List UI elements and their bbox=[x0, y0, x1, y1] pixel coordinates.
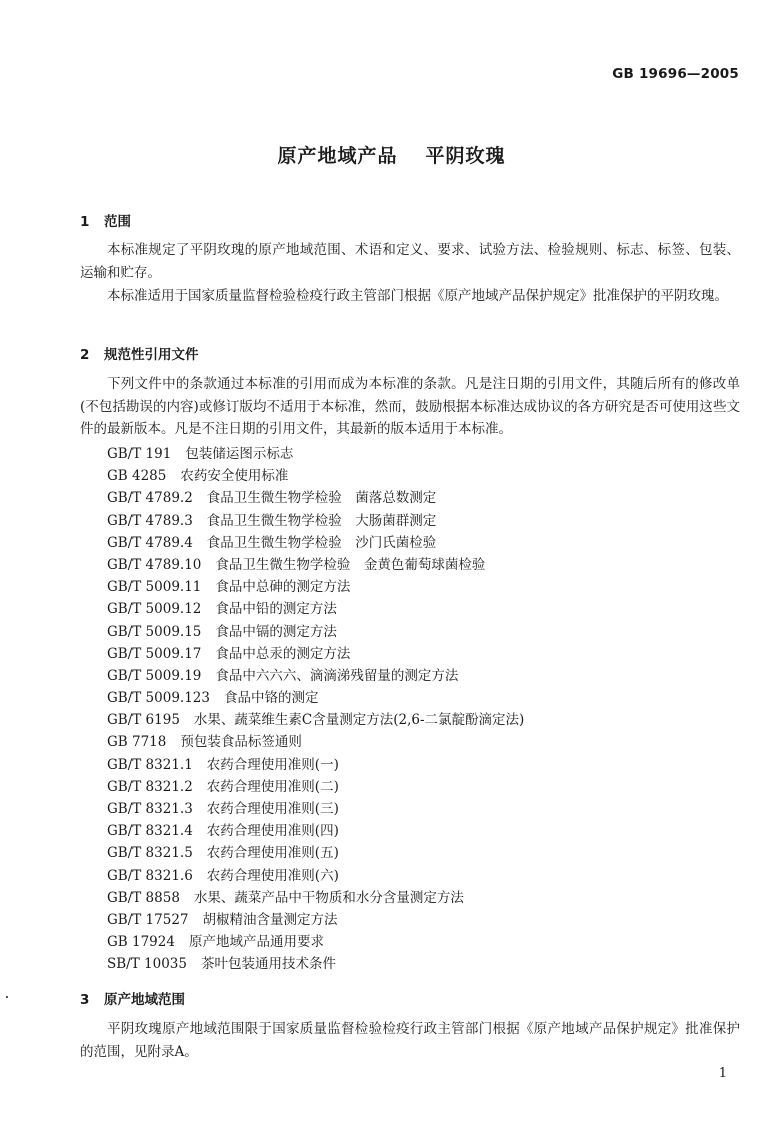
reference-title: 农药合理使用准则(一) bbox=[206, 756, 339, 773]
reference-title: 食品卫生微生物学检验 沙门氏菌检验 bbox=[206, 534, 437, 551]
reference-code: GB/T 5009.19 bbox=[107, 667, 202, 684]
document-title bbox=[0, 141, 783, 168]
reference-item bbox=[107, 820, 747, 842]
reference-title: 食品卫生微生物学检验 大肠菌群测定 bbox=[206, 512, 437, 529]
reference-title: 食品中镉的测定方法 bbox=[215, 623, 337, 640]
reference-title: 茶叶包装通用技术条件 bbox=[200, 956, 336, 973]
reference-code: GB/T 4789.3 bbox=[107, 512, 193, 529]
reference-item bbox=[107, 443, 747, 465]
standard-code: GB 19696—2005 bbox=[612, 66, 739, 82]
reference-code: GB 7718 bbox=[107, 734, 167, 751]
reference-code: SB/T 10035 bbox=[107, 956, 187, 973]
reference-item bbox=[107, 576, 747, 598]
reference-item bbox=[107, 621, 747, 643]
section-number: 1 bbox=[80, 214, 90, 230]
page-number: 1 bbox=[718, 1066, 727, 1081]
reference-code: GB 17924 bbox=[107, 934, 175, 951]
reference-item bbox=[107, 953, 747, 975]
section-title: 范围 bbox=[104, 214, 131, 230]
reference-item bbox=[107, 643, 747, 665]
section-3-paragraph-1: 平阴玫瑰原产地域范围限于国家质量监督检验检疫行政主管部门根据《原产地域产品保护规定》批准保护的范围，见附录A。 bbox=[80, 1021, 740, 1060]
reference-title: 食品中总汞的测定方法 bbox=[215, 645, 351, 662]
reference-item bbox=[107, 487, 747, 509]
reference-item bbox=[107, 931, 747, 953]
reference-title: 食品卫生微生物学检验 菌落总数测定 bbox=[206, 490, 437, 507]
reference-item bbox=[107, 598, 747, 620]
section-1-heading bbox=[80, 210, 131, 230]
normative-references-list bbox=[107, 443, 747, 976]
reference-title: 食品中六六六、滴滴涕残留量的测定方法 bbox=[215, 667, 459, 684]
reference-item bbox=[107, 554, 747, 576]
reference-code: GB/T 4789.10 bbox=[107, 556, 202, 573]
reference-code: GB/T 5009.123 bbox=[107, 690, 210, 707]
reference-item bbox=[107, 842, 747, 864]
reference-item bbox=[107, 909, 747, 931]
section-2-paragraph-1: 下列文件中的条款通过本标准的引用而成为本标准的条款。凡是注日期的引用文件，其随后所有的修改单(不包括勘误的内容)或修订版均不适用于本标准，然而，鼓励根据本标准达成协议的各方研究是否可使用这些文件的最新版本。凡是不注日期的引用文件，其最新的版本适用于本标准。 bbox=[80, 376, 740, 437]
reference-item bbox=[107, 776, 747, 798]
section-number: 3 bbox=[80, 992, 90, 1008]
reference-code: GB/T 191 bbox=[107, 446, 172, 462]
section-title: 原产地域范围 bbox=[104, 992, 185, 1008]
reference-title: 食品卫生微生物学检验 金黄色葡萄球菌检验 bbox=[215, 556, 486, 573]
reference-code: GB/T 4789.2 bbox=[107, 490, 193, 507]
reference-title: 预包装食品标签通则 bbox=[180, 734, 302, 751]
reference-item bbox=[107, 887, 747, 909]
title-part-1: 原产地域产品 bbox=[277, 145, 398, 167]
reference-item bbox=[107, 687, 747, 709]
reference-title: 农药合理使用准则(五) bbox=[206, 845, 339, 862]
reference-item bbox=[107, 731, 747, 753]
reference-code: GB/T 5009.12 bbox=[107, 601, 202, 618]
section-1-paragraph-2: 本标准适用于国家质量监督检验检疫行政主管部门根据《原产地域产品保护规定》批准保护的平阴玫瑰。 bbox=[107, 288, 728, 304]
reference-title: 包装储运图示标志 bbox=[185, 446, 294, 462]
reference-title: 农药安全使用标准 bbox=[180, 468, 289, 485]
section-2-heading bbox=[80, 343, 199, 363]
title-part-2: 平阴玫瑰 bbox=[425, 145, 506, 167]
reference-item bbox=[107, 665, 747, 687]
reference-code: GB/T 5009.11 bbox=[107, 579, 202, 596]
reference-title: 食品中总砷的测定方法 bbox=[215, 579, 351, 596]
reference-code: GB 4285 bbox=[107, 468, 167, 485]
reference-code: GB/T 5009.17 bbox=[107, 645, 202, 662]
reference-item bbox=[107, 709, 747, 731]
reference-code: GB/T 8321.5 bbox=[107, 845, 193, 862]
reference-item bbox=[107, 865, 747, 887]
section-1-paragraph-1: 本标准规定了平阴玫瑰的原产地域范围、术语和定义、要求、试验方法、检验规则、标志、标签、包装、运输和贮存。 bbox=[80, 242, 740, 281]
reference-item bbox=[107, 754, 747, 776]
reference-title: 水果、蔬菜产品中干物质和水分含量测定方法 bbox=[193, 889, 464, 906]
reference-code: GB/T 8321.3 bbox=[107, 801, 193, 817]
section-number: 2 bbox=[80, 347, 90, 363]
reference-code: GB/T 8321.6 bbox=[107, 867, 193, 884]
reference-item bbox=[107, 510, 747, 532]
reference-title: 食品中铅的测定方法 bbox=[215, 601, 337, 618]
reference-title: 农药合理使用准则(三) bbox=[206, 801, 339, 817]
reference-code: GB/T 6195 bbox=[107, 712, 180, 729]
reference-code: GB/T 8321.1 bbox=[107, 756, 193, 773]
section-title: 规范性引用文件 bbox=[104, 347, 199, 363]
scan-speck bbox=[6, 996, 8, 998]
reference-title: 农药合理使用准则(六) bbox=[206, 867, 339, 884]
reference-code: GB/T 17527 bbox=[107, 911, 189, 928]
section-3-heading bbox=[80, 988, 185, 1008]
reference-title: 农药合理使用准则(四) bbox=[206, 823, 339, 840]
reference-code: GB/T 8321.2 bbox=[107, 778, 193, 795]
reference-title: 食品中铬的测定 bbox=[223, 690, 319, 707]
reference-title: 胡椒精油含量测定方法 bbox=[202, 911, 338, 928]
reference-code: GB/T 8858 bbox=[107, 889, 180, 906]
reference-title: 原产地域产品通用要求 bbox=[188, 934, 324, 951]
reference-item bbox=[107, 798, 747, 820]
reference-code: GB/T 8321.4 bbox=[107, 823, 193, 840]
reference-item bbox=[107, 465, 747, 487]
reference-title: 水果、蔬菜维生素C含量测定方法(2,6-二氯靛酚滴定法) bbox=[193, 712, 525, 729]
reference-title: 农药合理使用准则(二) bbox=[206, 778, 339, 795]
reference-code: GB/T 5009.15 bbox=[107, 623, 202, 640]
reference-code: GB/T 4789.4 bbox=[107, 534, 193, 551]
reference-item bbox=[107, 532, 747, 554]
